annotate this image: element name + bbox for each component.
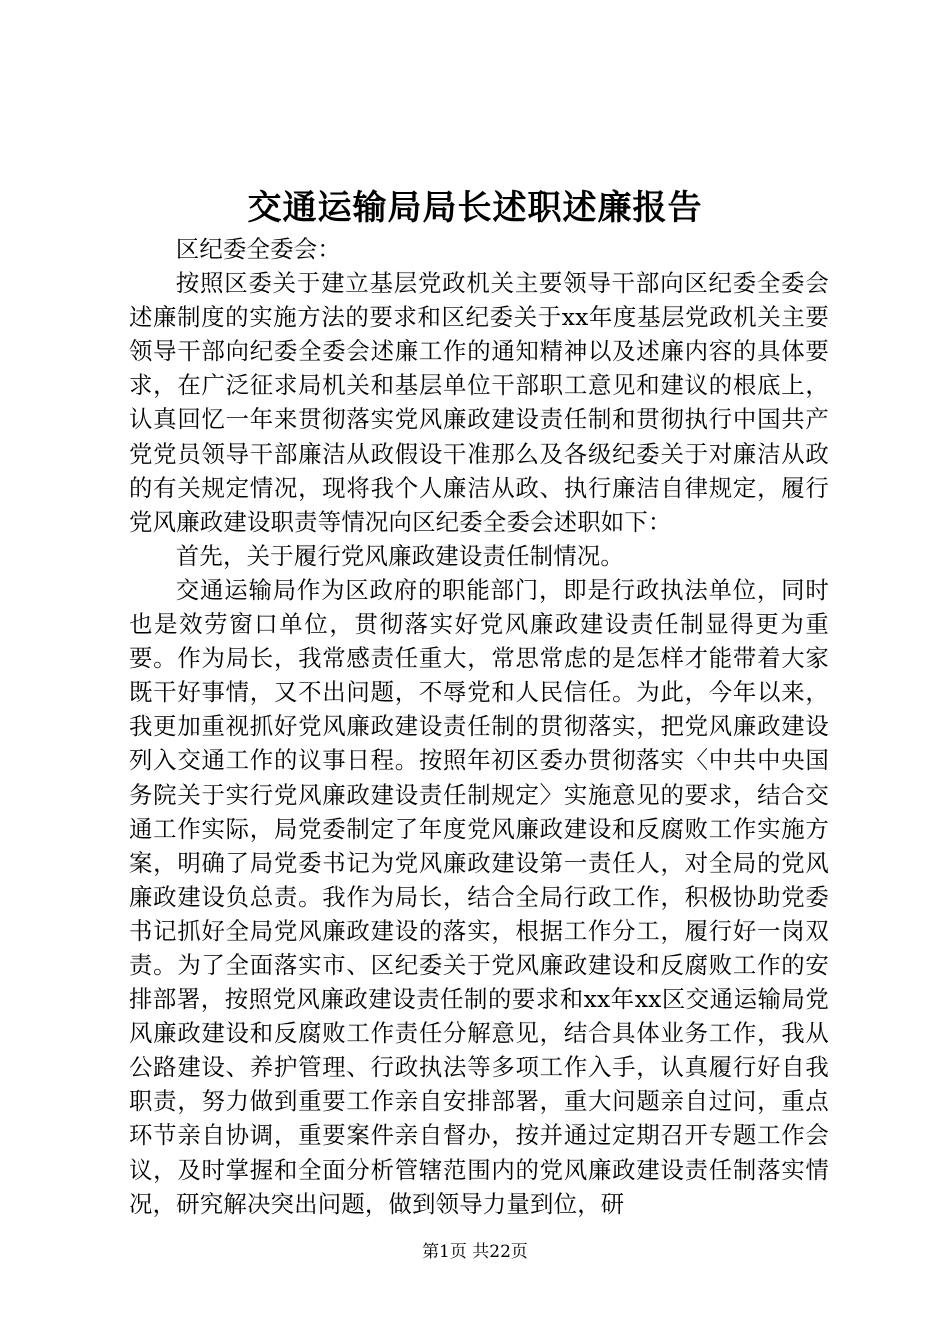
document-body <box>129 232 829 1221</box>
paragraph-responsibility: 交通运输局作为区政府的职能部门，即是行政执法单位，同时也是效劳窗口单位，贯彻落实好党风廉政建设责任制显得更为重要。作为局长，我常感责任重大，常思常虑的是怎样才能带着大家既干好事情，又不出问题，不辱党和人民信任。为此，今年以来，我更加重视抓好党风廉政建设责任制的贯彻落实，把党风廉政建设列入交通工作的议事日程。按照年初区委办贯彻落实〈中共中央国务院关于实行党风廉政建设责任制规定〉实施意见的要求，结合交通工作实际，局党委制定了年度党风廉政建设和反腐败工作实施方案，明确了局党委书记为党风廉政建设第一责任人，对全局的党风廉政建设负总责。我作为局长，结合全局行政工作，积极协助党委书记抓好全局党风廉政建设的落实，根据工作分工，履行好一岗双责。为了全面落实市、区纪委关于党风廉政建设和反腐败工作的安排部署，按照党风廉政建设责任制的要求和xx年xx区交通运输局党风廉政建设和反腐败工作责任分解意见，结合具体业务工作，我从公路建设、养护管理、行政执法等多项工作入手，认真履行好自我职责，努力做到重要工作亲自安排部署，重大问题亲自过问，重点环节亲自协调，重要案件亲自督办，按并通过定期召开专题工作会议，及时掌握和全面分析管辖范围内的党风廉政建设责任制落实情况，研究解决突出问题，做到领导力量到位，研 <box>129 575 829 1218</box>
paragraph-section-heading: 首先，关于履行党风廉政建设责任制情况。 <box>175 541 625 570</box>
paragraph-intro: 按照区委关于建立基层党政机关主要领导干部向区纪委全委会述廉制度的实施方法的要求和区纪委关于xx年度基层党政机关主要领导干部向纪委全委会述廉工作的通知精神以及述廉内容的具体要求，在广泛征求局机关和基层单位干部职工意见和建议的根底上，认真回忆一年来贯彻落实党风廉政建设责任制和贯彻执行中国共产党党员领导干部廉洁从政假设干准那么及各级纪委关于对廉洁从政的有关规定情况，现将我个人廉洁从政、执行廉洁自律规定，履行党风廉政建设职责等情况向区纪委全委会述职如下： <box>129 269 829 536</box>
salutation: 区纪委全委会： <box>175 235 341 263</box>
page-number: 第1页 共22页 <box>422 1242 528 1262</box>
document-title: 交通运输局局长述职述廉报告 <box>247 188 703 228</box>
